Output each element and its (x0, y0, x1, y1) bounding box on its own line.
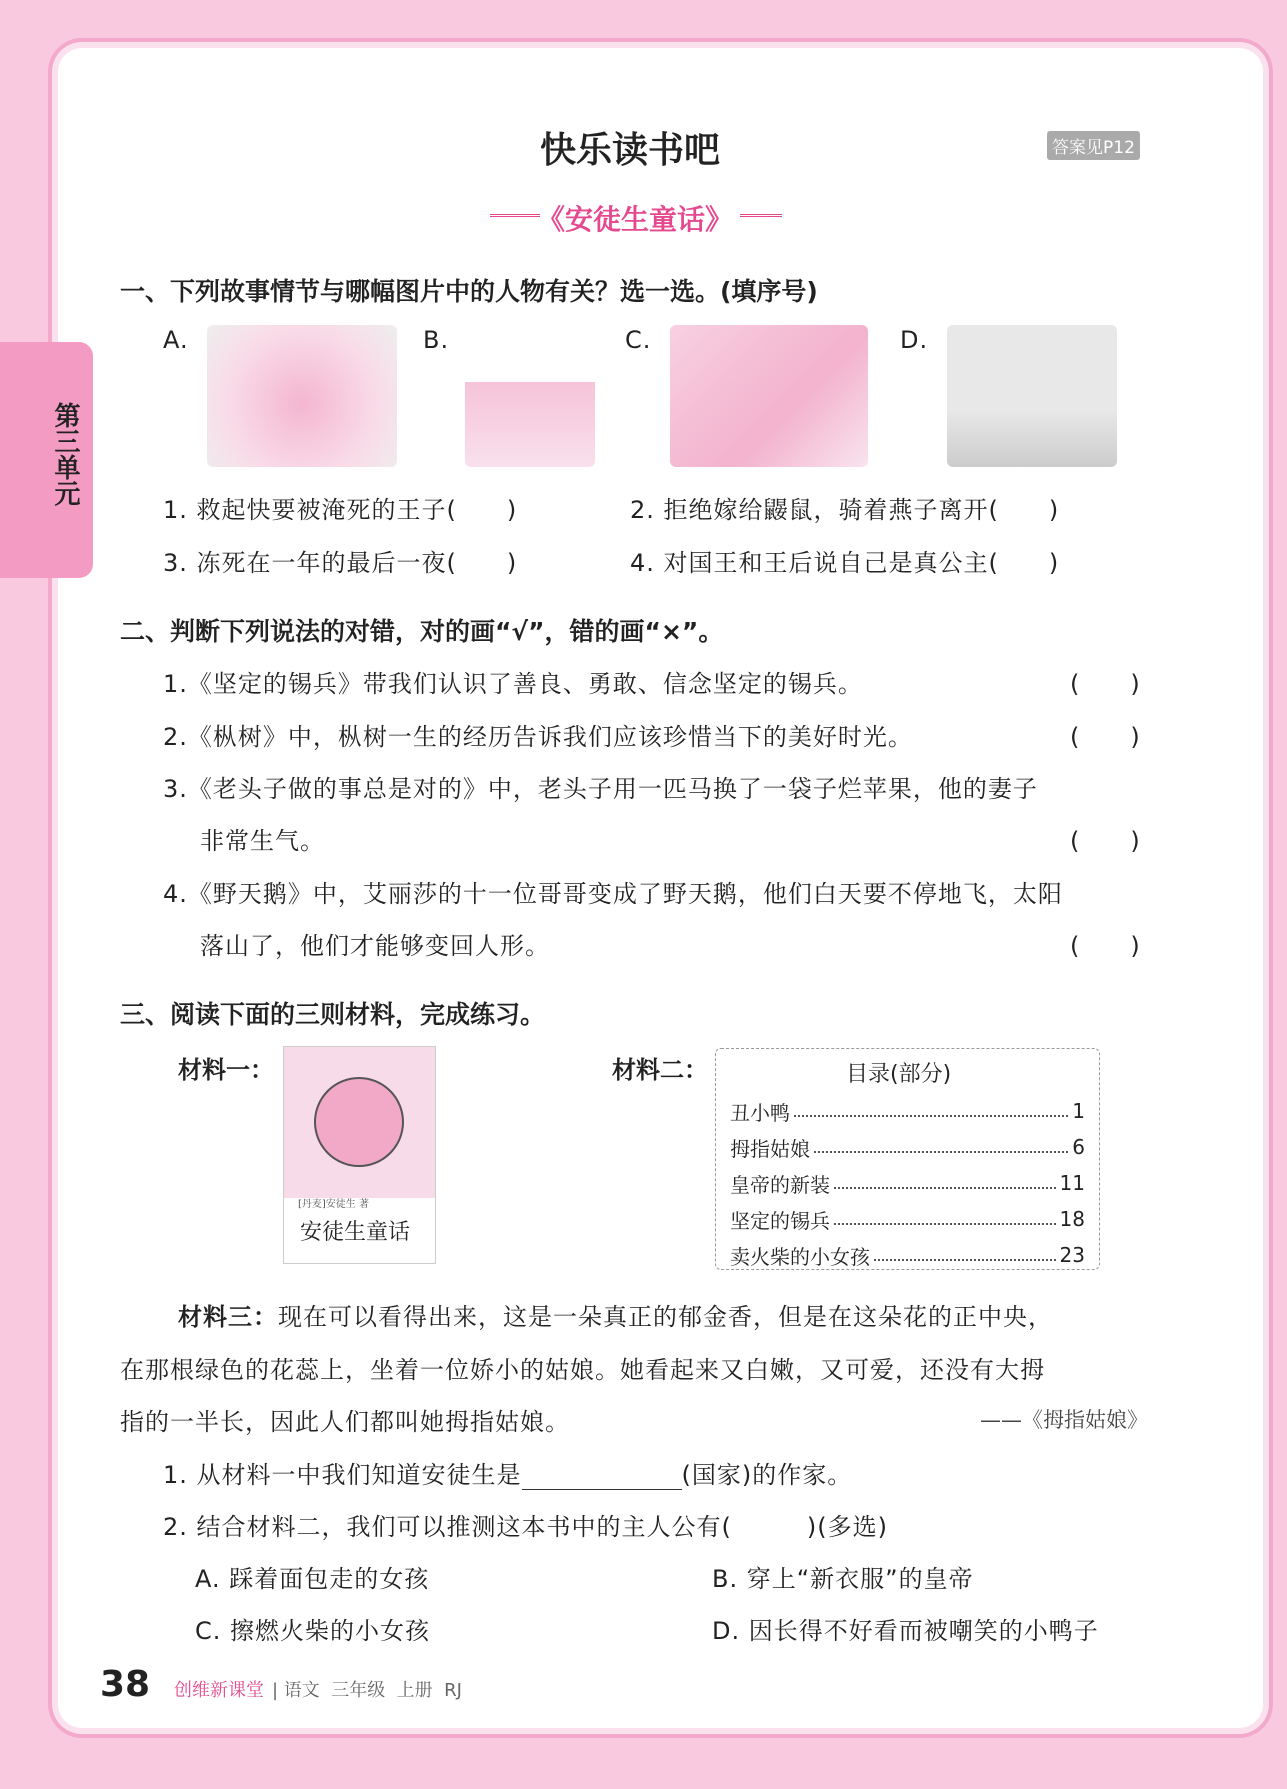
s1-item-4: 4. 对国王和王后说自己是真公主( ) (630, 549, 1060, 577)
image-match-girl (947, 325, 1117, 467)
toc-entry-page: 1 (1072, 1099, 1085, 1123)
s2-item-2: 2.《枞树》中，枞树一生的经历告诉我们应该珍惜当下的美好时光。 (163, 723, 913, 751)
toc-title: 目录(部分) (846, 1062, 952, 1087)
option-c-label: C. (625, 326, 652, 354)
answer-paren: ( ) (1070, 670, 1141, 698)
table-of-contents (715, 1048, 1100, 1270)
toc-leader (814, 1141, 1068, 1153)
answer-ref-badge: 答案见P12 (1047, 131, 1140, 160)
image-thumbelina (207, 325, 397, 467)
book-cover (283, 1046, 436, 1264)
toc-entry-title: 丑小鸭 (730, 1100, 790, 1125)
s1-item-3: 3. 冻死在一年的最后一夜( ) (163, 549, 518, 577)
toc-entry-title: 拇指姑娘 (730, 1136, 810, 1161)
q2-option-a: A. 踩着面包走的女孩 (195, 1565, 430, 1593)
divider-right (740, 214, 782, 217)
toc-entry (730, 1165, 1085, 1201)
material3-line: 指的一半长，因此人们都叫她拇指姑娘。 (120, 1408, 570, 1436)
s1-item-1: 1. 救起快要被淹死的王子( ) (163, 496, 518, 524)
footer-brand: 创维新课堂 (174, 1680, 264, 1701)
s2-item-4: 4.《野天鹅》中，艾丽莎的十一位哥哥变成了野天鹅，他们白天要不停地飞，太阳 (163, 880, 1063, 908)
answer-paren: ( ) (1070, 932, 1141, 960)
s2-item-3: 3.《老头子做的事总是对的》中，老头子用一匹马换了一袋子烂苹果，他的妻子 (163, 775, 1038, 803)
option-d-label: D. (900, 326, 929, 354)
toc-entry (730, 1237, 1085, 1273)
s2-item-1: 1.《坚定的锡兵》带我们认识了善良、勇敢、信念坚定的锡兵。 (163, 670, 863, 698)
answer-blank[interactable] (522, 1468, 682, 1490)
toc-entry-page: 6 (1072, 1135, 1085, 1159)
unit-tab (0, 342, 93, 578)
toc-entry (730, 1201, 1085, 1237)
toc-entry (730, 1093, 1085, 1129)
option-b-label: B. (423, 326, 450, 354)
q2-option-d: D. 因长得不好看而被嘲笑的小鸭子 (712, 1617, 1099, 1645)
toc-leader (834, 1177, 1056, 1189)
toc-leader (834, 1213, 1056, 1225)
section3-heading: 三、阅读下面的三则材料，完成练习。 (120, 1000, 546, 1029)
page-title: 快乐读书吧 (540, 130, 721, 171)
toc-entry-page: 18 (1059, 1207, 1085, 1231)
divider-left (490, 214, 540, 217)
toc-entry-page: 11 (1059, 1171, 1085, 1195)
unit-tab-label: 第三单元 (50, 402, 80, 506)
toc-entry-title: 皇帝的新装 (730, 1172, 830, 1197)
toc-entry (730, 1129, 1085, 1165)
q2-option-b: B. 穿上“新衣服”的皇帝 (712, 1565, 974, 1593)
toc-leader (874, 1249, 1056, 1261)
toc-entry-page: 23 (1059, 1243, 1085, 1267)
material3-line: 现在可以看得出来，这是一朵真正的郁金香，但是在这朵花的正中央， (278, 1303, 1053, 1331)
q1-text: 1. 从材料一中我们知道安徒生是 (163, 1461, 522, 1489)
s2-item-4-cont: 落山了，他们才能够变回人形。 (200, 932, 550, 960)
material2-label: 材料二： (612, 1056, 708, 1084)
toc-leader (794, 1105, 1068, 1117)
tulip-illustration (314, 1077, 404, 1167)
material3-label: 材料三： (178, 1303, 278, 1331)
answer-paren: ( ) (1070, 723, 1141, 751)
footer-info: | 语文 三年级 上册 RJ (272, 1680, 462, 1701)
toc-entry-title: 卖火柴的小女孩 (730, 1244, 870, 1269)
image-princess-pea (465, 325, 595, 467)
cover-author: [丹麦]安徒生 著 (298, 1199, 369, 1210)
q1-text-end: (国家)的作家。 (681, 1461, 853, 1489)
q2-option-c: C. 擦燃火柴的小女孩 (195, 1617, 431, 1645)
toc-entry-title: 坚定的锡兵 (730, 1208, 830, 1233)
cover-title: 安徒生童话 (300, 1220, 411, 1245)
material3-line: 在那根绿色的花蕊上，坐着一位娇小的姑娘。她看起来又白嫩，又可爱，还没有大拇 (120, 1356, 1045, 1384)
q2-text: 2. 结合材料二，我们可以推测这本书中的主人公有( )(多选) (163, 1513, 888, 1541)
image-little-mermaid (670, 325, 868, 467)
answer-paren: ( ) (1070, 827, 1141, 855)
page-number: 38 (100, 1664, 151, 1705)
material1-label: 材料一： (178, 1056, 274, 1084)
subtitle: 《安徒生童话》 (537, 203, 734, 236)
material3-source: ——《拇指姑娘》 (980, 1408, 1148, 1432)
option-a-label: A. (163, 326, 189, 354)
section2-heading: 二、判断下列说法的对错，对的画“√”，错的画“×”。 (120, 617, 724, 646)
s2-item-3-cont: 非常生气。 (200, 827, 325, 855)
section1-heading: 一、下列故事情节与哪幅图片中的人物有关？选一选。(填序号) (120, 277, 818, 306)
s1-item-2: 2. 拒绝嫁给鼹鼠，骑着燕子离开( ) (630, 496, 1060, 524)
